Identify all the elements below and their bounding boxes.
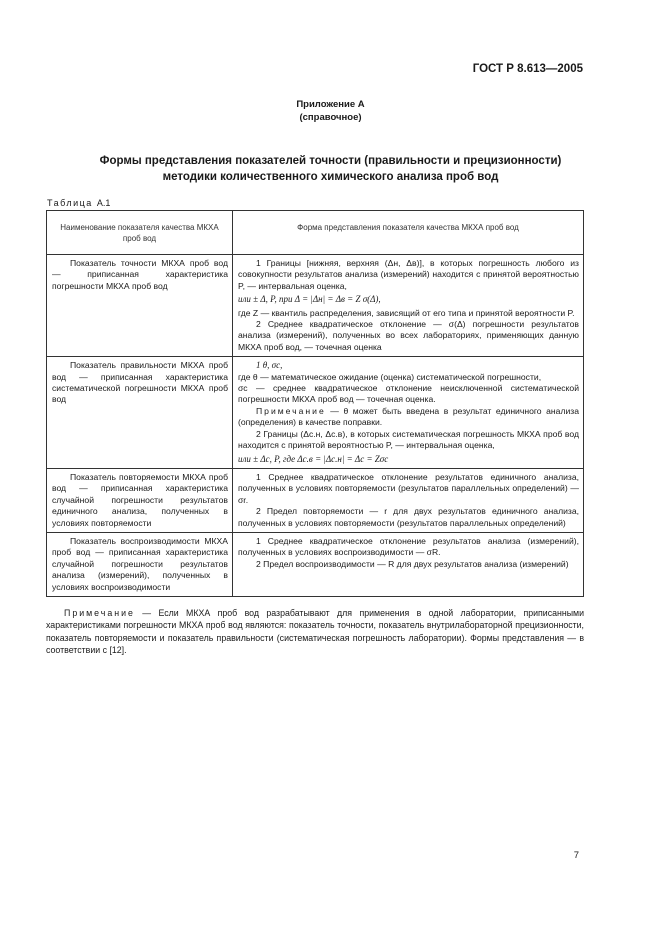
note-text: — θ может быть введена в результат единичного анализа (определения) в качестве поправки. — [238, 405, 579, 428]
form-text: 2 Среднее квадратическое отклонение — σ(Δ) погрешности результатов анализа (измерений), полученных во всех лабораториях, применяющих данную МКХА проб вод, — точечная оценка — [238, 319, 579, 352]
form-formula: или ± Δс, P, где Δс.в = |Δс.н| = Δс = Zσc — [238, 453, 389, 464]
form-text: 1 Границы [нижняя, верхняя (Δн, Δв)], в которых погрешность любого из совокупности результатов анализа (измерений) находится с принятой вероятностью P, — интервальная оценка, — [238, 258, 579, 291]
form-formula: или ± Δ, P, при Δ = |Δн| = Δв = Z σ(Δ), — [238, 294, 381, 305]
appendix-heading — [0, 98, 661, 124]
table-row — [47, 357, 584, 469]
note-label: Примечание — [256, 405, 326, 416]
row-note — [238, 406, 579, 429]
table-label-prefix: Таблица — [47, 198, 93, 208]
section-title-line1: Формы представления показателей точности (правильности и прецизионности) — [99, 155, 562, 167]
header-indicator-name: Наименование показателя качества МКХА проб вод — [47, 211, 233, 255]
indicator-name: Показатель воспроизводимости МКХА проб вод — приписанная характеристика случайной погрешности результатов анализа (измерений), полученных в условиях воспроизводимости — [52, 535, 228, 592]
form-text: где θ — математическое ожидание (оценка) систематической погрешности, — [238, 371, 542, 382]
form-text: 2 Предел воспроизводимости — R для двух результатов анализа (измерений) — [256, 558, 569, 569]
form-formula: 1 θ, σc, — [256, 360, 283, 371]
appendix-subtitle: (справочное) — [299, 112, 362, 123]
indicator-name: Показатель повторяемости МКХА проб вод — приписанная характеристика случайной погрешности результатов единичного анализа, полученных в условиях повторяемости — [52, 471, 228, 528]
document-code: ГОСТ Р 8.613—2005 — [472, 63, 583, 75]
header-presentation-form: Форма представления показателя качества МКХА проб вод — [233, 211, 584, 255]
form-text: σc — среднее квадратическое отклонение неисключенной систематической погрешности МКХА проб вод — точечная оценка. — [238, 383, 579, 405]
appendix-title: Приложение А — [296, 99, 365, 110]
indicator-name: Показатель правильности МКХА проб вод — приписанная характеристика систематической погрешности МКХА проб вод — [52, 360, 228, 405]
table-label-number: А.1 — [96, 198, 111, 208]
indicator-name: Показатель точности МКХА проб вод — приписанная характеристика погрешности МКХА проб вод — [52, 258, 228, 291]
table-row — [47, 532, 584, 596]
form-text: 1 Среднее квадратическое отклонение результатов анализа (измерений), полученных в условиях воспроизводимости — σR. — [238, 535, 579, 558]
table-label — [47, 198, 110, 208]
form-text: где Z — квантиль распределения, зависящий от его типа и принятой вероятности P. — [238, 307, 575, 318]
form-text: 1 Среднее квадратическое отклонение результатов единичного анализа, полученных в условиях повторяемости (результатов параллельных определений) — σr. — [238, 471, 579, 505]
footnote — [46, 607, 584, 656]
table-header-row — [47, 211, 584, 255]
quality-indicators-table — [46, 210, 584, 597]
table-row — [47, 255, 584, 357]
footnote-label: Примечание — [64, 608, 135, 618]
page-number: 7 — [573, 850, 579, 861]
table-row — [47, 468, 584, 532]
footnote-text: — Если МКХА проб вод разрабатывают для применения в одной лаборатории, приписанными характеристиками погрешности МКХА проб вод являются: показатель точности, показатель внутрилабораторной прецизионности, показатель повторяемости и показатель правильности (систематическая погрешность лаборатории). Формы представления — в соответствии с [12]. — [46, 608, 584, 655]
form-text: 2 Предел повторяемости — r для двух результатов единичного анализа, полученных в условиях повторяемости (результатов параллельных определений) — [238, 506, 579, 528]
section-title — [40, 153, 621, 185]
section-title-line2: методики количественного химического анализа проб вод — [162, 171, 499, 183]
form-text: 2 Границы (Δс.н, Δс.в), в которых систематическая погрешность МКХА проб вод находится с принятой вероятностью P, — интервальная оценка, — [238, 428, 579, 451]
